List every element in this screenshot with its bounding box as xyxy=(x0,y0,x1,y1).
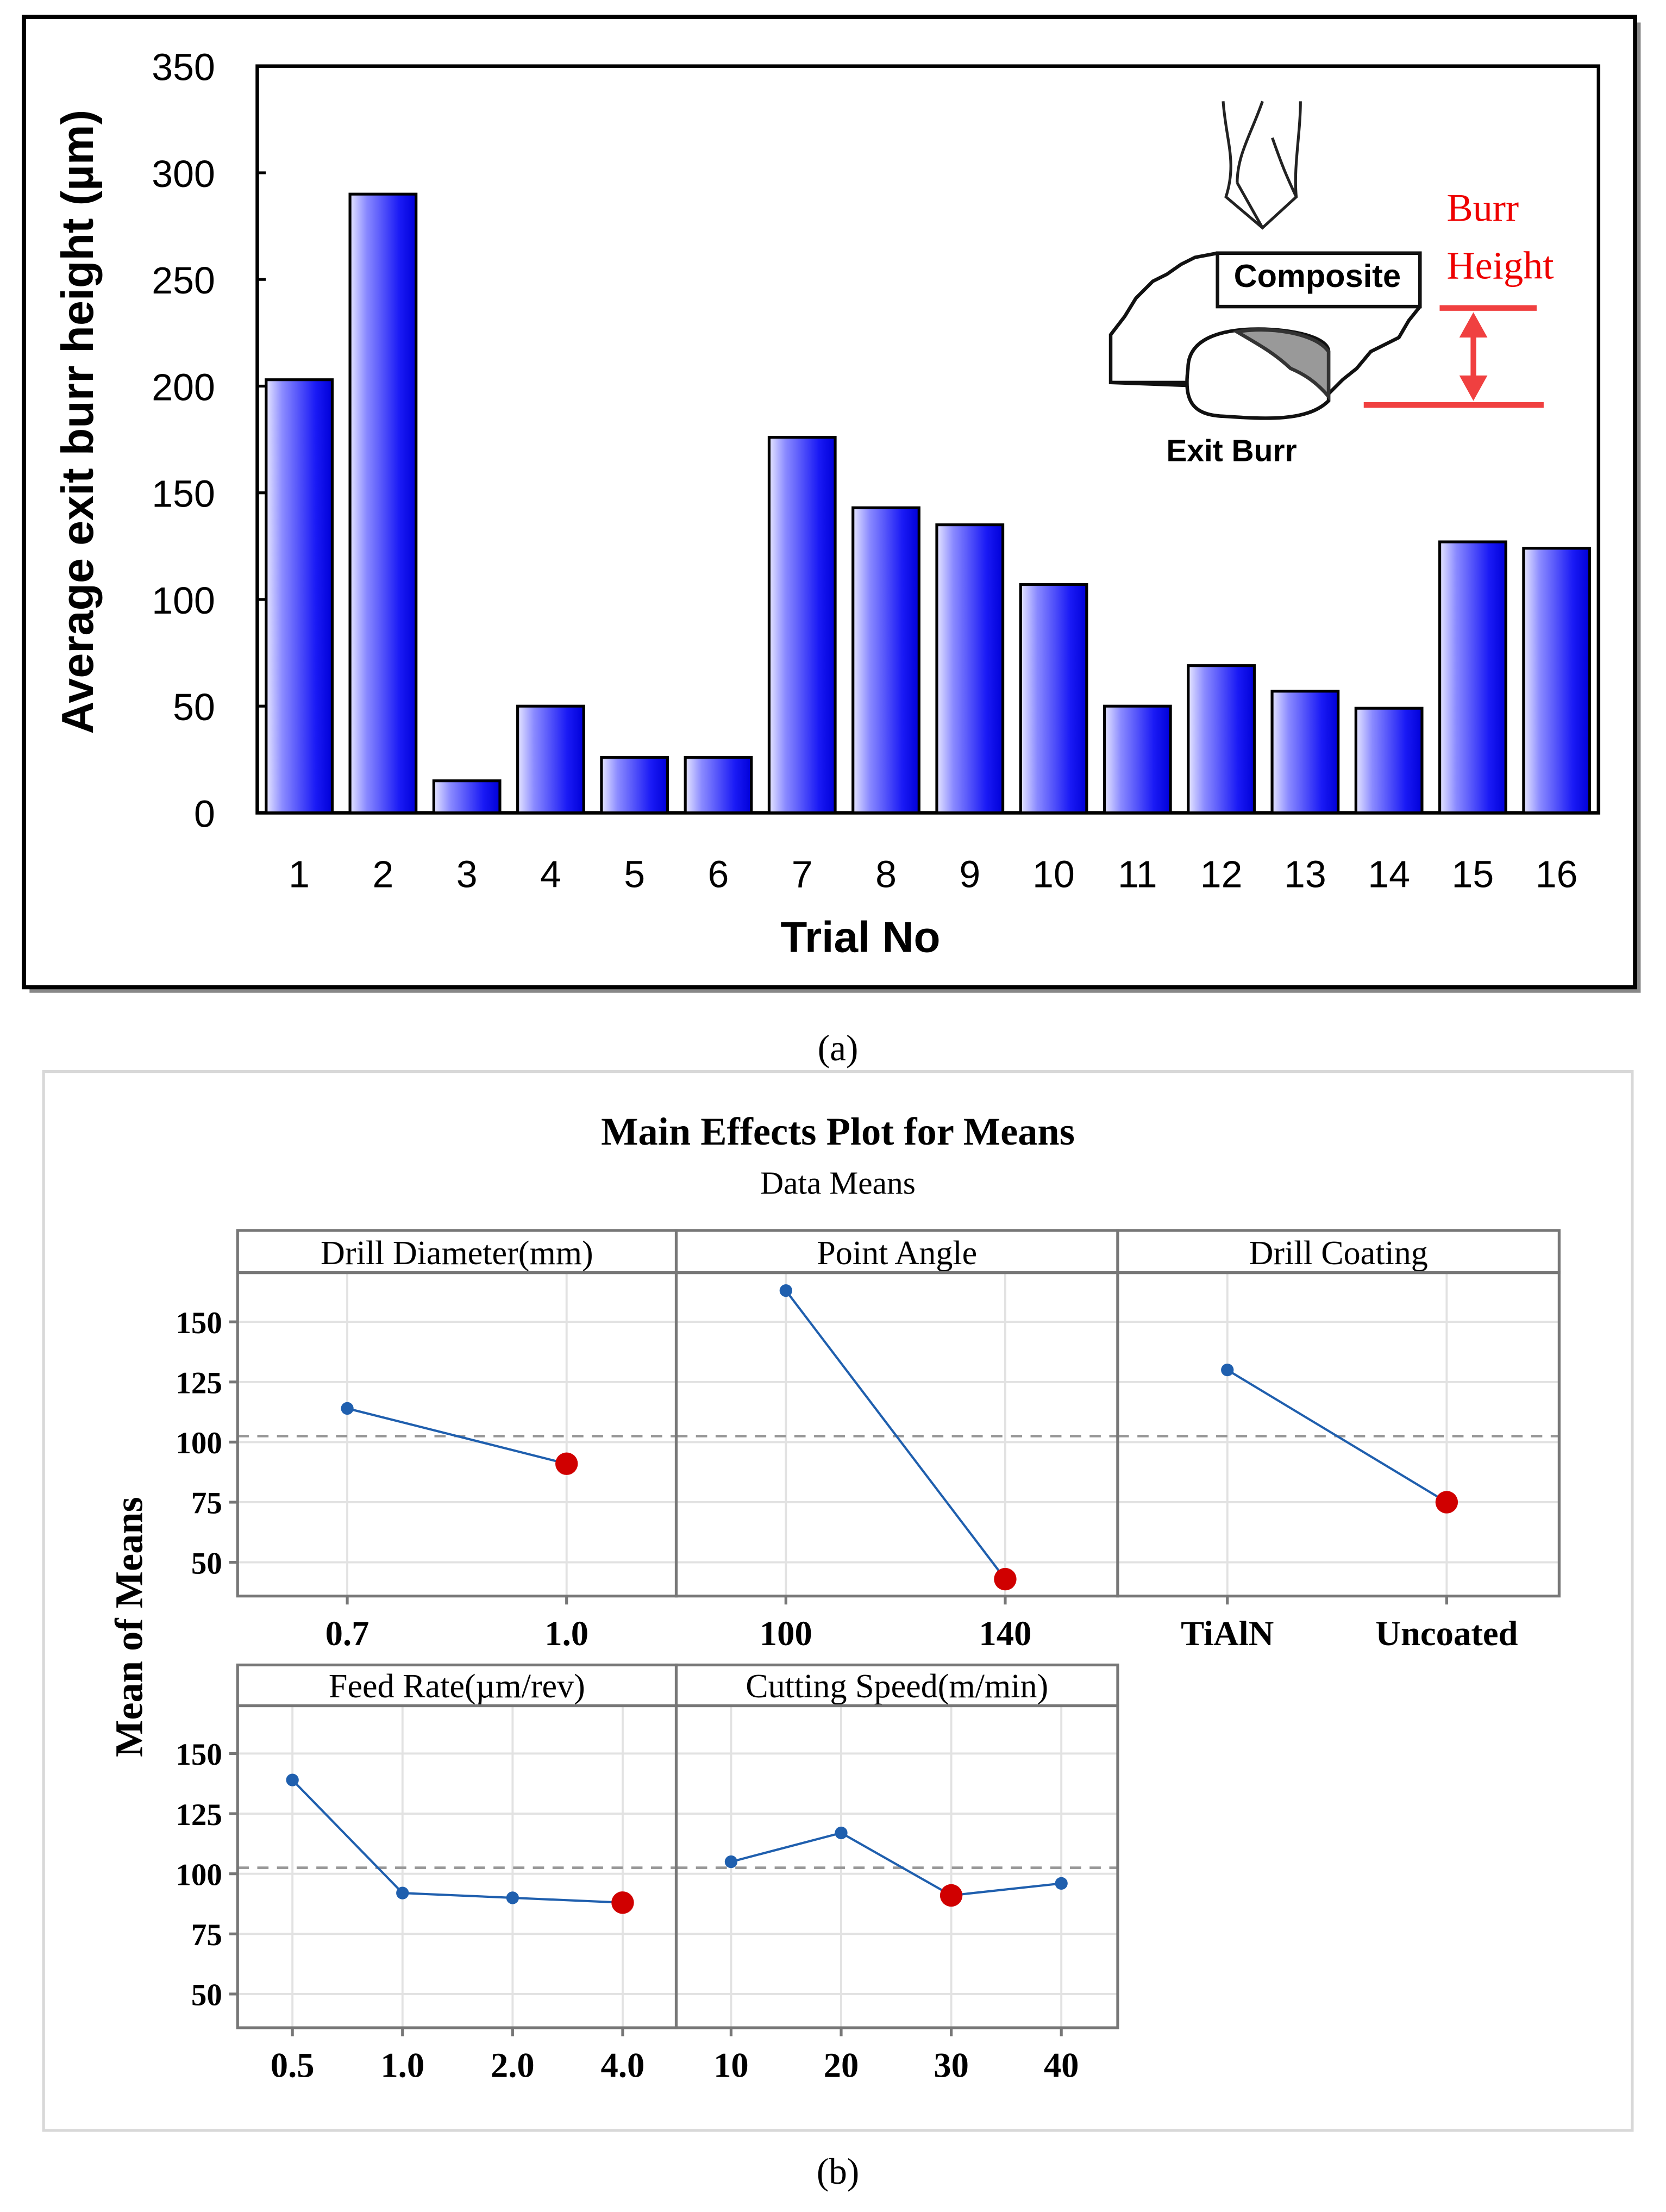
x-tick-label: 100 xyxy=(759,1614,812,1653)
bar-trial-11 xyxy=(1105,706,1171,813)
y-tick-label: 150 xyxy=(152,472,215,515)
optimal-level-point xyxy=(940,1884,962,1907)
chart-subtitle: Data Means xyxy=(760,1165,916,1201)
x-tick-label: 0.7 xyxy=(325,1614,369,1653)
y-tick-label: 300 xyxy=(152,152,215,195)
effect-panel xyxy=(1118,1230,1559,1653)
x-tick-label: 20 xyxy=(823,2045,859,2085)
x-tick-label: TiAlN xyxy=(1181,1614,1274,1653)
main-effects-plot xyxy=(43,1072,1632,2130)
panel-title: Cutting Speed(m/min) xyxy=(746,1667,1049,1705)
bar-trial-1 xyxy=(266,380,333,813)
bar-trial-16 xyxy=(1524,548,1590,813)
x-tick-label: 11 xyxy=(1118,853,1157,896)
y-tick-label: 50 xyxy=(191,1546,222,1581)
level-mean-point xyxy=(835,1827,847,1839)
level-mean-point xyxy=(725,1855,737,1868)
y-axis-title: Average exit burr height (µm) xyxy=(52,109,103,734)
x-tick-label: 1.0 xyxy=(380,2045,425,2085)
y-tick-label: 150 xyxy=(176,1738,222,1772)
panel-title: Point Angle xyxy=(817,1235,978,1272)
x-tick-label: 1.0 xyxy=(544,1614,589,1653)
optimal-level-point xyxy=(1436,1491,1458,1513)
x-tick-label: 0.5 xyxy=(270,2045,315,2085)
bar-trial-3 xyxy=(434,781,500,813)
y-tick-label: 75 xyxy=(191,1917,222,1952)
bar-trial-14 xyxy=(1356,708,1422,813)
bar-trial-6 xyxy=(685,757,751,813)
x-tick-label: 8 xyxy=(875,853,897,896)
level-mean-point xyxy=(1221,1364,1233,1376)
y-tick-label: 200 xyxy=(152,366,215,409)
burr-height-bar-chart xyxy=(24,17,1640,993)
y-tick-label: 125 xyxy=(176,1797,222,1832)
effect-panel xyxy=(176,1230,676,1653)
plot-area xyxy=(257,66,1598,813)
x-tick-label: 3 xyxy=(456,853,478,896)
bar-trial-5 xyxy=(602,757,668,813)
x-tick-label: 4.0 xyxy=(600,2045,645,2085)
x-tick-label: 9 xyxy=(959,853,981,896)
level-mean-point xyxy=(780,1284,792,1297)
y-tick-label: 75 xyxy=(191,1486,222,1521)
y-tick-label: 150 xyxy=(176,1305,222,1340)
bar-trial-8 xyxy=(853,508,919,813)
panel-title: Drill Coating xyxy=(1249,1235,1428,1272)
bar-trial-4 xyxy=(518,706,584,813)
bar-trial-12 xyxy=(1188,666,1255,813)
y-tick-label: 100 xyxy=(176,1426,222,1461)
y-tick-label: 125 xyxy=(176,1366,222,1401)
effect-panel xyxy=(677,1665,1118,2084)
x-tick-label: 15 xyxy=(1451,853,1494,896)
optimal-level-point xyxy=(994,1568,1016,1590)
x-tick-label: 2.0 xyxy=(490,2045,535,2085)
bar-trial-2 xyxy=(350,194,416,813)
x-tick-label: 12 xyxy=(1200,853,1243,896)
composite-label: Composite xyxy=(1233,257,1401,294)
x-tick-label: 2 xyxy=(372,853,394,896)
x-tick-label: 14 xyxy=(1368,853,1410,896)
panel-label-b: (b) xyxy=(816,2151,860,2192)
level-mean-point xyxy=(1055,1877,1068,1890)
panel-label-a: (a) xyxy=(817,1027,859,1068)
bar-trial-9 xyxy=(937,525,1003,813)
bar-trial-13 xyxy=(1272,691,1338,813)
y-axis-title: Mean of Means xyxy=(107,1497,151,1758)
y-tick-label: 100 xyxy=(152,579,215,622)
level-mean-point xyxy=(286,1773,299,1786)
x-tick-label: 5 xyxy=(624,853,646,896)
level-mean-point xyxy=(396,1886,409,1899)
y-tick-label: 0 xyxy=(194,792,215,835)
x-tick-label: 140 xyxy=(979,1614,1032,1653)
x-tick-label: 10 xyxy=(713,2045,749,2085)
panel-title: Feed Rate(µm/rev) xyxy=(328,1667,585,1705)
burr-height-label-line1: Burr xyxy=(1446,185,1519,230)
burr-height-label-line2: Height xyxy=(1446,243,1554,288)
y-tick-label: 50 xyxy=(173,686,215,729)
x-tick-label: 40 xyxy=(1043,2045,1079,2085)
x-tick-label: 30 xyxy=(934,2045,969,2085)
x-tick-label: 16 xyxy=(1535,853,1578,896)
chart-title: Main Effects Plot for Means xyxy=(601,1109,1075,1154)
bar-trial-15 xyxy=(1440,542,1506,813)
level-mean-point xyxy=(341,1402,353,1415)
x-tick-label: 13 xyxy=(1284,853,1326,896)
x-tick-label: 6 xyxy=(707,853,729,896)
x-tick-label: 1 xyxy=(289,853,310,896)
optimal-level-point xyxy=(611,1891,634,1914)
x-tick-label: 10 xyxy=(1032,853,1075,896)
bar-trial-10 xyxy=(1020,585,1087,813)
y-tick-label: 250 xyxy=(152,259,215,302)
exit-burr-label: Exit Burr xyxy=(1166,433,1297,468)
x-axis-title: Trial No xyxy=(780,912,941,961)
level-mean-point xyxy=(506,1891,519,1904)
optimal-level-point xyxy=(555,1452,578,1474)
y-tick-label: 50 xyxy=(191,1978,222,2013)
panel-title: Drill Diameter(mm) xyxy=(321,1235,593,1272)
y-tick-label: 350 xyxy=(152,46,215,89)
x-tick-label: 4 xyxy=(540,853,561,896)
y-tick-label: 100 xyxy=(176,1858,222,1892)
effect-panel xyxy=(677,1230,1118,1653)
effect-panel xyxy=(176,1665,676,2084)
x-tick-label: 7 xyxy=(791,853,813,896)
x-tick-label: Uncoated xyxy=(1375,1614,1518,1653)
bar-trial-7 xyxy=(769,438,835,813)
